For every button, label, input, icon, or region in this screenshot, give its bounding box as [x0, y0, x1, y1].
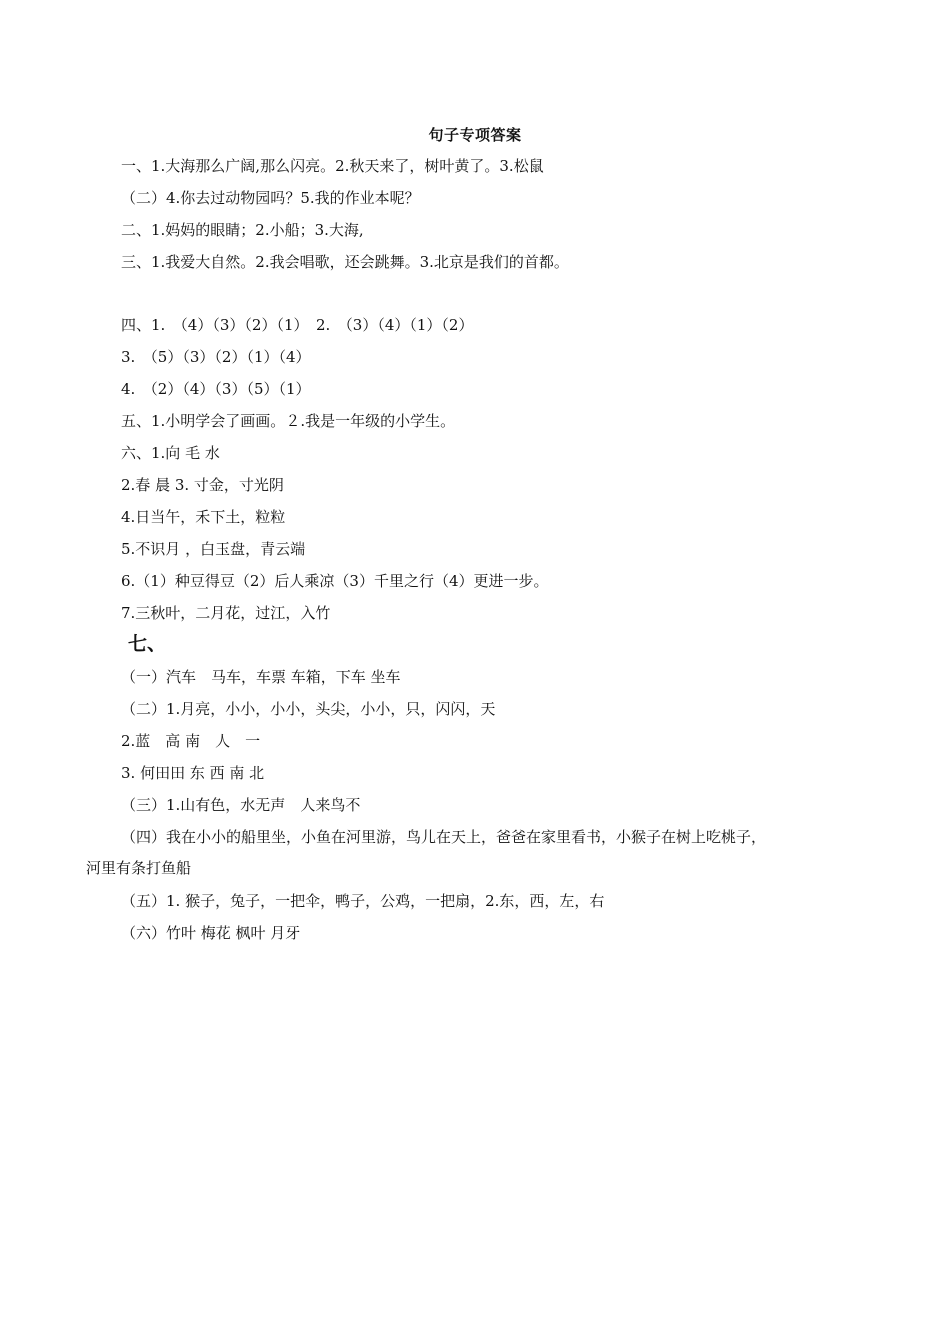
- answer-line-13: 6.（1）种豆得豆（2）后人乘凉（3）千里之行（4）更进一步。: [121, 572, 549, 590]
- answer-line-5: 四、1. （4）（3）（2）（1） 2. （3）（4）（1）（2）: [121, 316, 474, 334]
- answer-line-14: 7.三秋叶，二月花，过江，入竹: [121, 604, 331, 622]
- page-title: 句子专项答案: [428, 126, 522, 144]
- answer-line-1: 一、1.大海那么广阔,那么闪亮。2.秋天来了，树叶黄了。3.松鼠: [121, 157, 544, 175]
- answer-line-9: 六、1.向 毛 水: [121, 444, 220, 462]
- answer-line-24: （六）竹叶 梅花 枫叶 月牙: [121, 924, 301, 942]
- answer-line-21: （四）我在小小的船里坐，小鱼在河里游，鸟儿在天上，爸爸在家里看书，小猴子在树上吃桃子，: [121, 828, 767, 846]
- answer-line-17: （二）1.月亮，小小，小小，头尖，小小，只，闪闪，天: [121, 700, 496, 718]
- answer-line-20: （三）1.山有色，水无声 人来鸟不: [121, 796, 361, 814]
- answer-line-19: 3. 何田田 东 西 南 北: [121, 764, 265, 782]
- answer-line-4: 三、1.我爱大自然。2.我会唱歌，还会跳舞。3.北京是我们的首都。: [121, 253, 569, 271]
- answer-line-8: 五、1.小明学会了画画。２.我是一年级的小学生。: [121, 412, 456, 430]
- answer-line-2: （二）4.你去过动物园吗？5.我的作业本呢？: [121, 189, 420, 207]
- answer-line-10: 2.春 晨 3. 寸金，寸光阴: [121, 476, 284, 494]
- answer-line-7: 4. （2）（4）（3）（5）（1）: [121, 380, 311, 398]
- answer-line-12: 5.不识月 ，白玉盘，青云端: [121, 540, 306, 558]
- section-heading-seven: 七、: [128, 633, 167, 655]
- answer-line-3: 二、1.妈妈的眼睛；2.小船；3.大海,: [121, 221, 364, 239]
- answer-line-11: 4.日当午，禾下土，粒粒: [121, 508, 286, 526]
- answer-line-23: （五）1. 猴子，兔子，一把伞，鸭子，公鸡，一把扇，2.东，西，左，右: [121, 892, 605, 910]
- answer-line-6: 3. （5）（3）（2）（1）（4）: [121, 348, 311, 366]
- answer-line-22: 河里有条打鱼船: [86, 859, 192, 877]
- answer-line-18: 2.蓝 高 南 人 一: [121, 732, 261, 750]
- answer-line-16: （一）汽车 马车，车票 车箱，下车 坐车: [121, 668, 401, 686]
